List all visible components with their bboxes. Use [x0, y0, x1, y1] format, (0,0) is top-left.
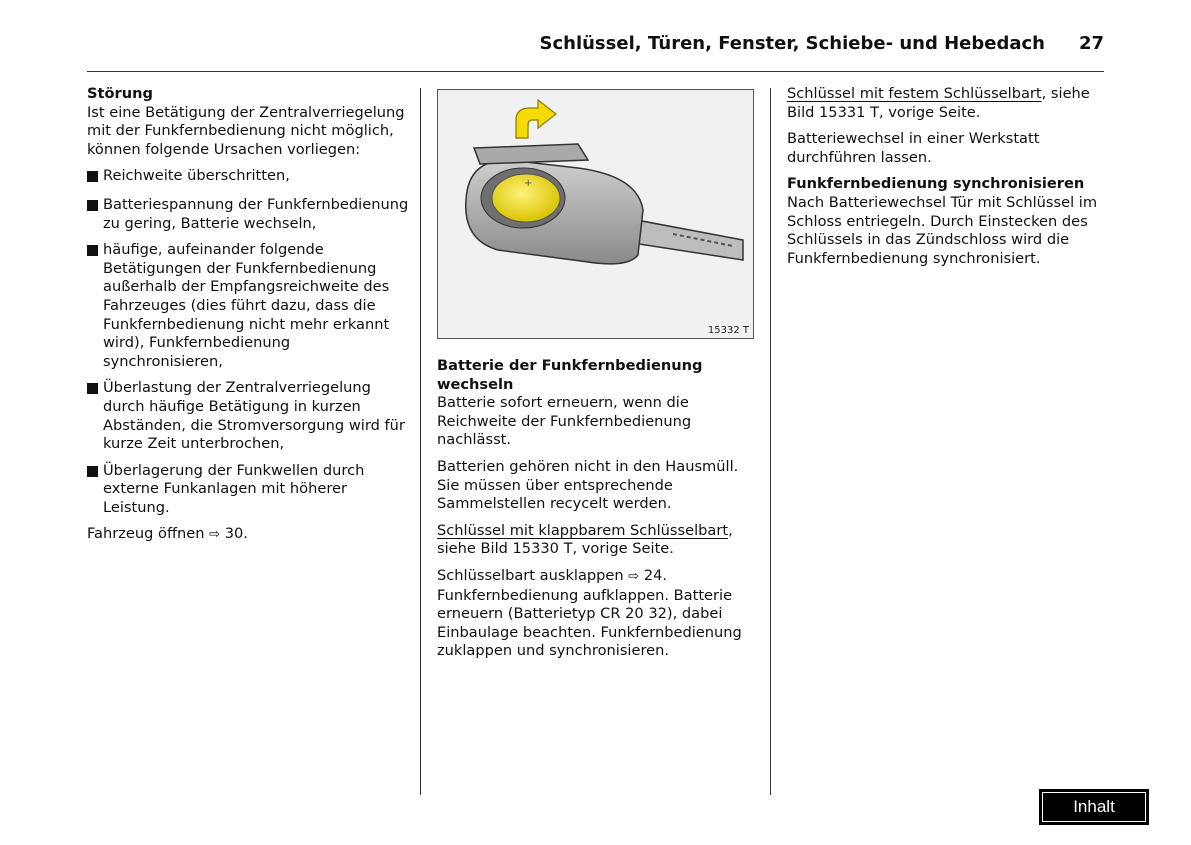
- intro-paragraph: Ist eine Betätigung der Zentralverriegelung mit der Funkfernbedienung nicht möglich, können folgende Ursachen vorliegen:: [87, 103, 405, 158]
- square-bullet-icon: [87, 462, 103, 518]
- folding-key-paragraph: [437, 522, 759, 559]
- key-battery-illustration: [437, 89, 754, 339]
- page-number: 27: [1078, 33, 1104, 54]
- battery-renew-paragraph: Batterie sofort erneuern, wenn die Reichweite der Funkfernbedienung nachlässt.: [437, 394, 692, 449]
- page-reference-arrow-icon[interactable]: ⇨: [209, 527, 221, 543]
- page-reference-arrow-icon[interactable]: ⇨: [628, 568, 640, 584]
- page-reference-number[interactable]: 30.: [224, 525, 248, 543]
- fixed-key-reference-text: , siehe Bild 15331 T, vorige Seite.: [787, 85, 1090, 121]
- folding-key-reference-text: , siehe Bild 15330 T, vorige Seite.: [437, 521, 733, 558]
- list-item-text: Überlastung der Zentralverriegelung durch häufige Betätigung in kurzen Abständen, die Stromversorgung wird für kurze Zeit unterbrochen,: [103, 379, 405, 453]
- unfold-key-text: Schlüsselbart ausklappen: [437, 566, 624, 584]
- list-item: [87, 241, 409, 371]
- square-bullet-icon: [87, 196, 103, 233]
- folding-key-link[interactable]: Schlüssel mit klappbarem Schlüsselbart: [437, 521, 729, 539]
- list-item-text: häufige, aufeinander folgende Betätigungen der Funkfernbedienung außerhalb der Empfangsreichweite des Fahrzeuges (dies führt dazu, dass die Funkfernbedienung nicht mehr erkannt wird), Funkfernbedienung synchronisieren,: [103, 241, 390, 370]
- battery-procedure-paragraph: [437, 567, 759, 661]
- list-item: [87, 462, 409, 518]
- column-divider-2: [770, 88, 771, 795]
- workshop-paragraph: Batteriewechsel in einer Werkstatt durchführen lassen.: [787, 130, 1040, 166]
- header-rule: [87, 71, 1104, 72]
- list-item-text: Überlagerung der Funkwellen durch externe Funkanlagen mit höherer Leistung.: [103, 461, 365, 516]
- column-left: [87, 85, 409, 553]
- column-middle: [437, 357, 759, 669]
- list-item: [87, 167, 409, 188]
- battery-procedure-text: 24. Funkfernbedienung aufklappen. Batterie erneuern (Batterietyp CR 20 32), dabei Einbaulage beachten. Funkfernbedienung zuklappen und synchronisieren.: [437, 566, 742, 660]
- square-bullet-icon: [87, 241, 103, 371]
- page-header-title: Schlüssel, Türen, Fenster, Schiebe- und Hebedach: [539, 33, 1045, 54]
- column-right: [787, 85, 1105, 276]
- square-bullet-icon: [87, 167, 103, 188]
- square-bullet-icon: [87, 379, 103, 453]
- open-vehicle-reference: [87, 525, 409, 545]
- fixed-key-paragraph: [787, 85, 1105, 122]
- open-vehicle-text: Fahrzeug öffnen: [87, 525, 205, 543]
- list-item: [87, 196, 409, 233]
- section-heading-stoerung: Störung: [87, 85, 153, 102]
- inhalt-button[interactable]: Inhalt: [1039, 789, 1149, 825]
- column-divider-1: [420, 88, 421, 795]
- battery-disposal-paragraph: Batterien gehören nicht in den Hausmüll. Sie müssen über entsprechende Sammelstellen recycelt werden.: [437, 457, 739, 513]
- list-item-text: Reichweite überschritten,: [103, 167, 290, 185]
- list-item-text: Batteriespannung der Funkfernbedienung zu gering, Batterie wechseln,: [103, 195, 409, 232]
- section-heading-synchronize: Funkfernbedienung synchronisieren: [787, 175, 1085, 193]
- svg-text:+: +: [524, 178, 533, 189]
- list-item: [87, 379, 409, 453]
- synchronize-paragraph: Nach Batteriewechsel Tür mit Schlüssel im Schloss entriegeln. Durch Einstecken des Schlüssels in das Zündschloss wird die Funkfernbedienung synchronisiert.: [787, 193, 1098, 267]
- remote-key-drawing: [438, 90, 753, 338]
- section-heading-battery-change: Batterie der Funkfernbedienung wechseln: [437, 357, 703, 393]
- figure-id-label: 15332 T: [707, 325, 749, 336]
- fixed-key-link[interactable]: Schlüssel mit festem Schlüsselbart: [787, 85, 1042, 102]
